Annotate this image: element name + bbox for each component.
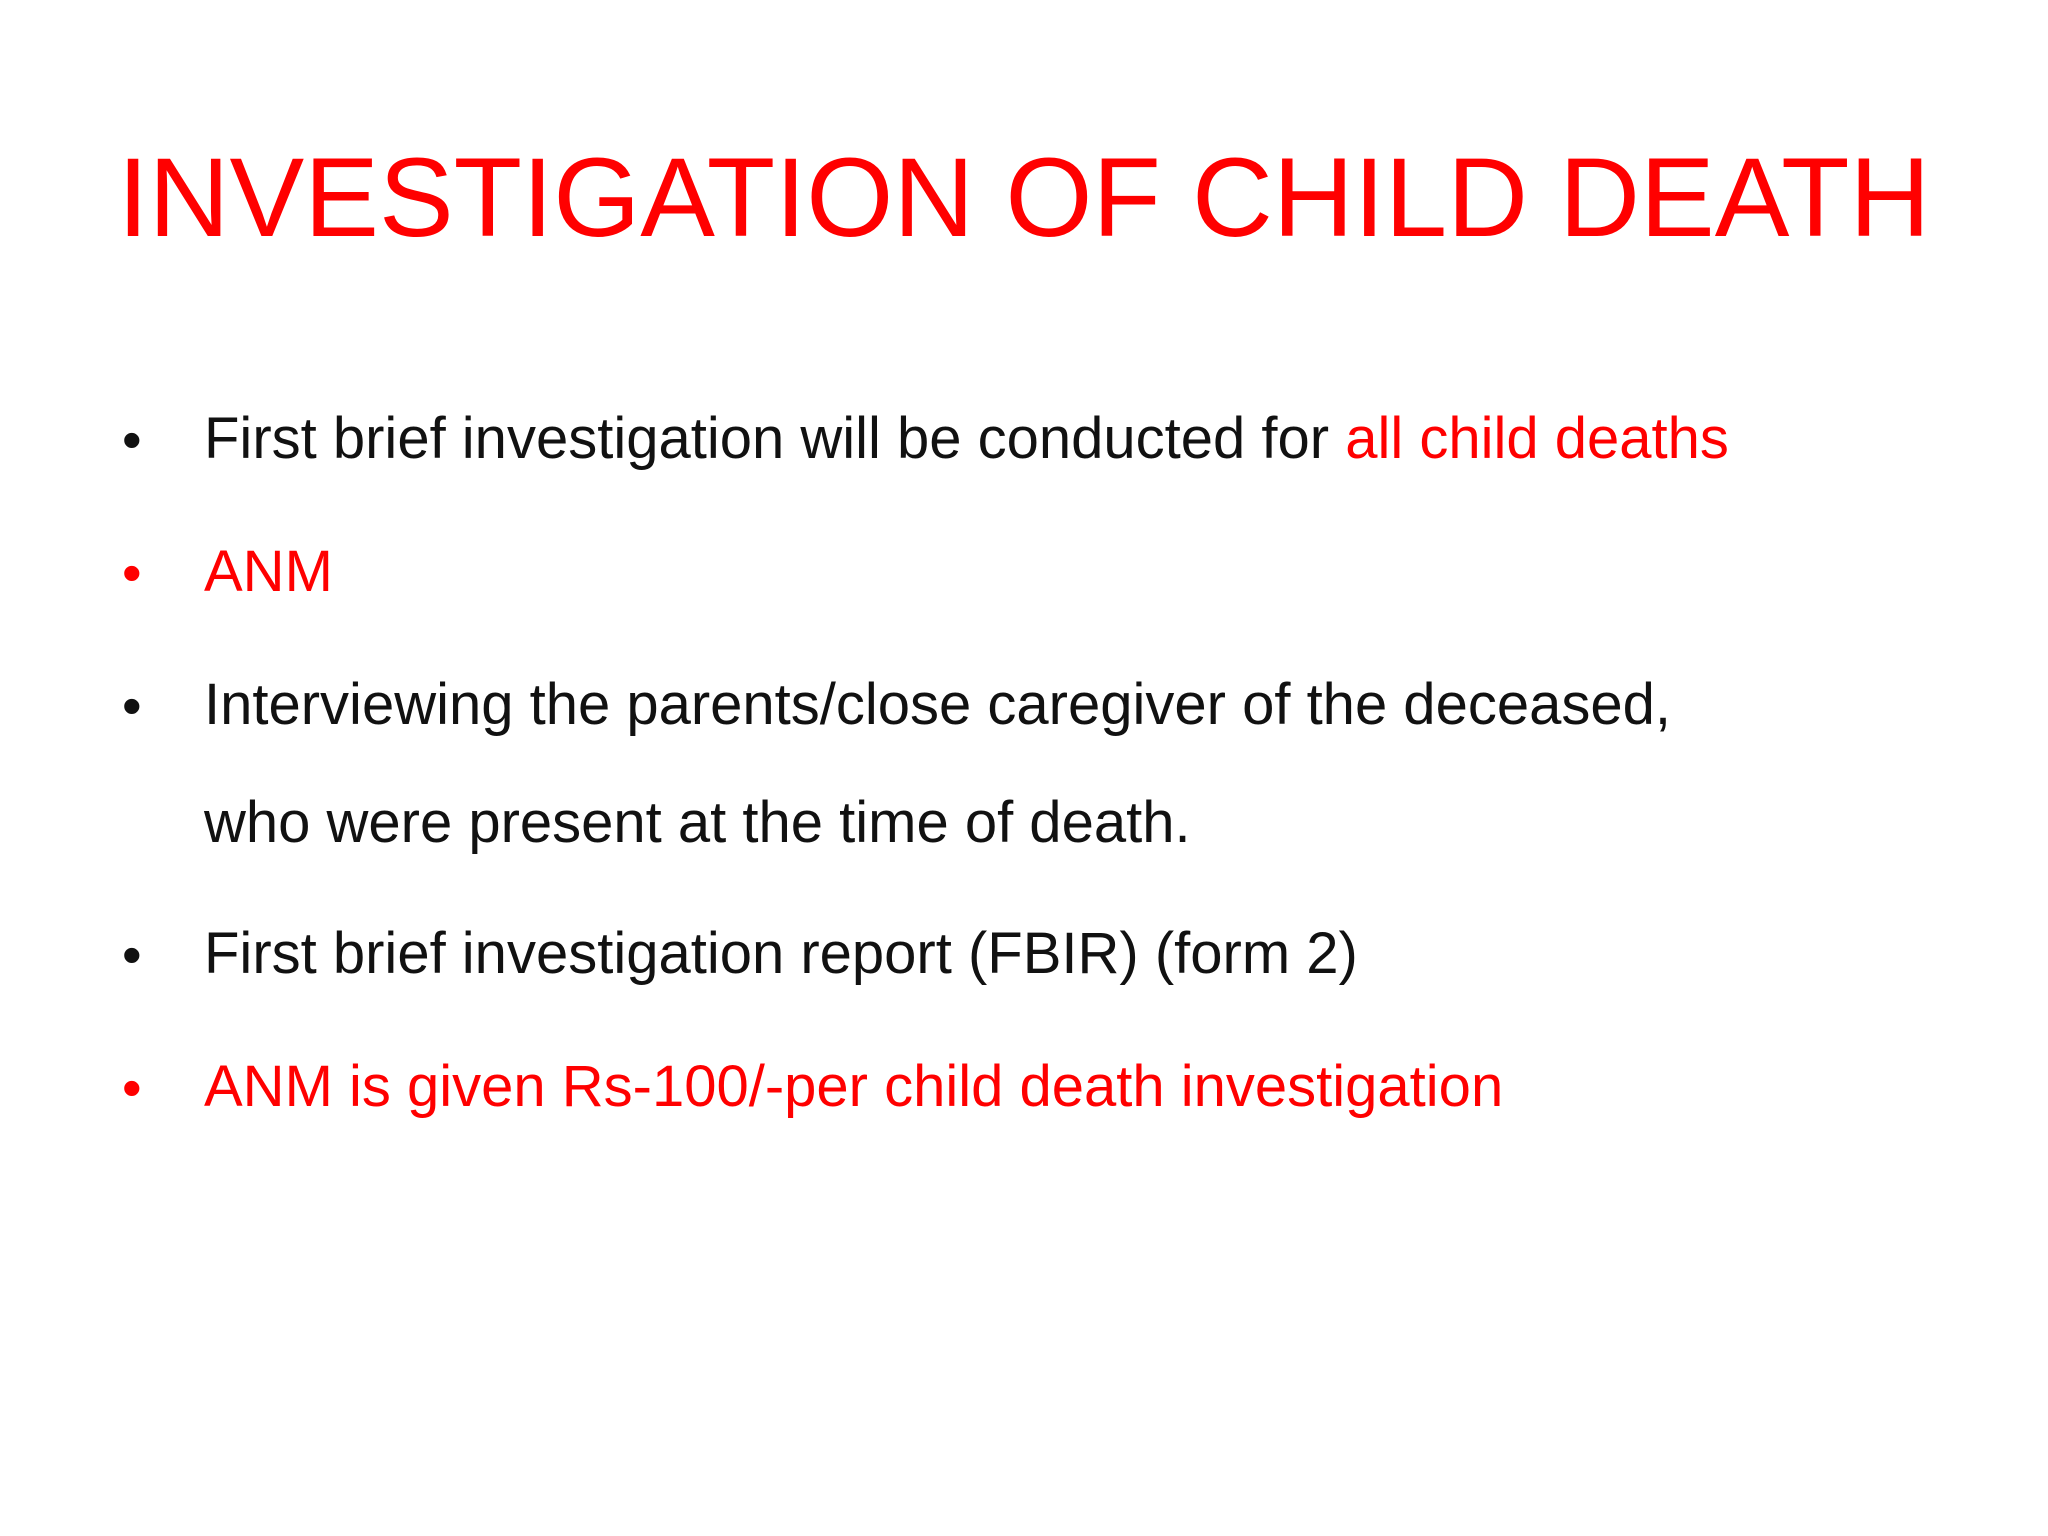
bullet-dot: •	[122, 408, 142, 471]
bullet-text-line-1: Interviewing the parents/close caregiver of the deceased,	[204, 672, 1671, 737]
slide-title: INVESTIGATION OF CHILD DEATH	[117, 135, 1931, 260]
bullet-dot: •	[122, 923, 142, 986]
bullet-text-line-2: who were present at the time of death.	[204, 790, 1191, 855]
bullet-text-highlight: all child deaths	[1345, 406, 1729, 471]
bullet-text	[204, 380, 1954, 498]
bullet-text: First brief investigation report (FBIR) (form 2)	[204, 921, 1358, 986]
bullet-text-plain: First brief investigation will be conducted for	[204, 406, 1346, 471]
bullet-text	[204, 646, 1954, 882]
bullet-dot: •	[122, 1056, 142, 1119]
bullet-dot: •	[122, 674, 142, 737]
bullet-text: ANM is given Rs-100/-per child death investigation	[204, 1054, 1504, 1119]
bullet-text: ANM	[204, 539, 333, 604]
bullet-dot: •	[122, 541, 142, 604]
